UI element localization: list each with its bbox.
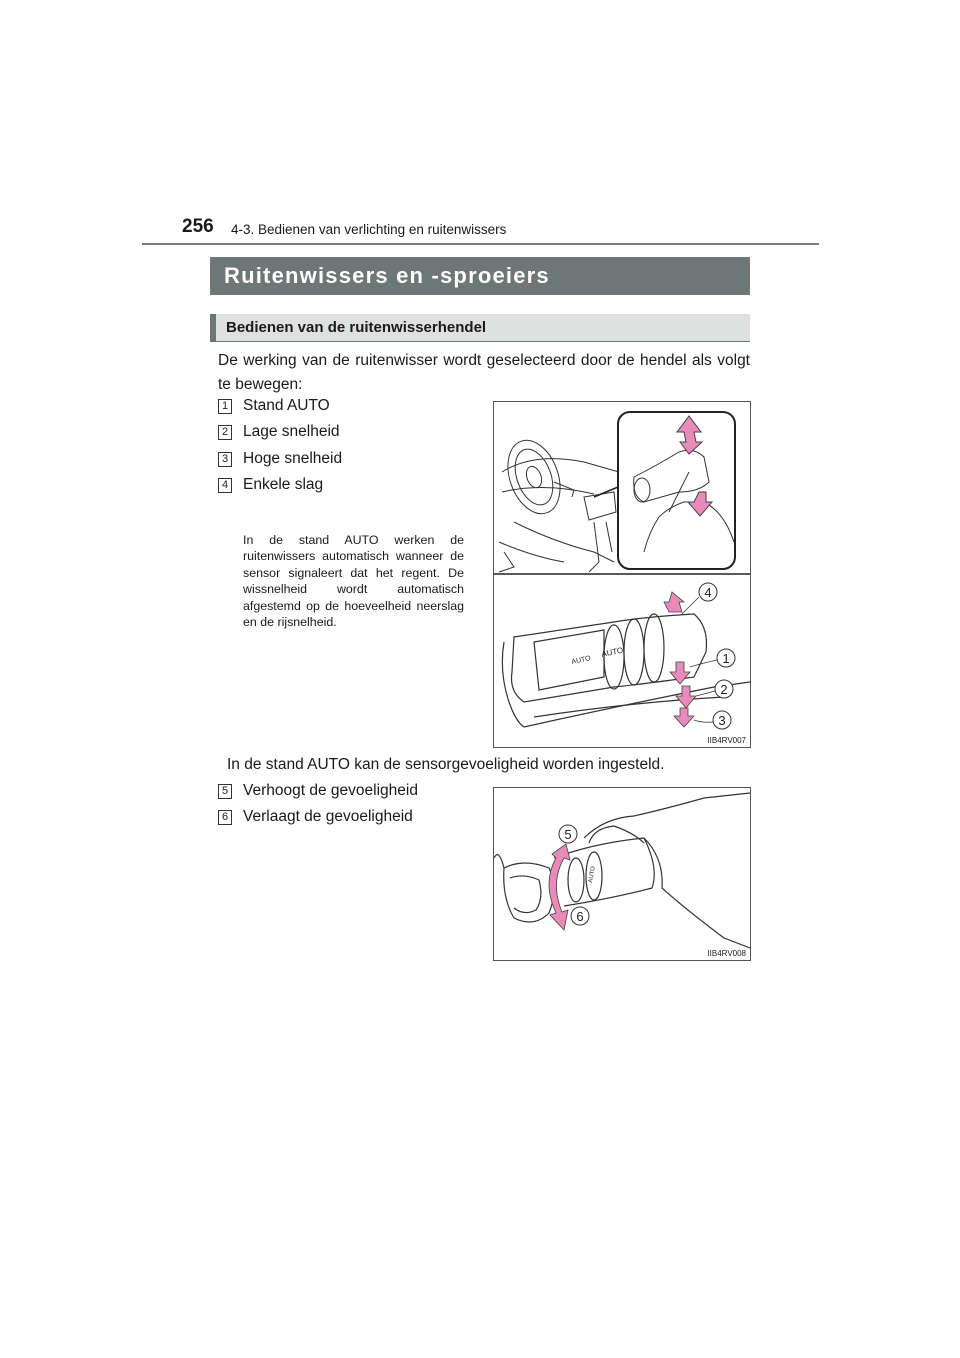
item-label: Hoge snelheid [243, 450, 343, 467]
intro-paragraph: De werking van de ruitenwisser wordt geselecteerd door de hendel als volgt te bewegen: [218, 352, 750, 393]
section-title: Ruitenwissers en -sproeiers [210, 257, 750, 295]
lever-label-auto: AUTO [570, 655, 592, 666]
callout-number: 6 [576, 909, 584, 924]
item-label: Verhoogt de gevoeligheid [243, 782, 418, 799]
item-label: Lage snelheid [243, 423, 340, 440]
sensitivity-paragraph: In de stand AUTO kan de sensorgevoeligheid worden ingesteld. [227, 756, 665, 773]
header-divider [142, 243, 819, 245]
arrow-down-icon [670, 662, 690, 684]
callout-number: 2 [720, 682, 728, 697]
wiper-lever-figure [493, 401, 751, 748]
auto-mode-note: In de stand AUTO werken de ruitenwissers automatisch wanneer de sensor signaleert dat het regent. De wissnelheid wordt automatisch afgestemd op de hoeveelheid neerslag en de rijsnelheid. [243, 533, 464, 630]
item-number-badge: 2 [218, 425, 232, 440]
item-number-badge: 1 [218, 399, 232, 414]
callout-number: 4 [704, 585, 712, 600]
item-number-badge: 4 [218, 478, 232, 493]
wiper-lever-illustration [494, 402, 750, 747]
sensitivity-dial-illustration [494, 788, 750, 960]
item-label: Enkele slag [243, 476, 324, 493]
item-number-badge: 3 [218, 452, 232, 467]
zoom-inset [618, 412, 735, 569]
arrow-down-icon [674, 708, 694, 727]
lever-label-auto: AUTO [600, 645, 625, 659]
callout-number: 1 [722, 651, 730, 666]
figure-code: IIB4RV008 [707, 949, 746, 958]
subheading: Bedienen van de ruitenwisserhendel [210, 314, 750, 342]
chapter-title: 4-3. Bedienen van verlichting en ruitenwissers [231, 222, 507, 237]
page-number: 256 [182, 216, 214, 237]
lever-label-auto: AUTO [588, 865, 597, 884]
callout-number: 3 [718, 713, 726, 728]
rotate-arrow-icon [549, 844, 570, 930]
item-label: Verlaagt de gevoeligheid [243, 808, 413, 825]
single-wipe-arrow-icon [664, 592, 684, 612]
callout-number: 5 [564, 827, 572, 842]
arrow-down-icon [676, 686, 696, 708]
dashboard-sketch [498, 433, 619, 572]
wiper-lever [502, 614, 750, 727]
figure-code: IIB4RV007 [707, 736, 746, 745]
hand-and-lever-sketch [494, 793, 750, 948]
item-label: Stand AUTO [243, 397, 330, 414]
sensitivity-dial-figure [493, 787, 751, 961]
item-number-badge: 6 [218, 810, 232, 825]
item-number-badge: 5 [218, 784, 232, 799]
